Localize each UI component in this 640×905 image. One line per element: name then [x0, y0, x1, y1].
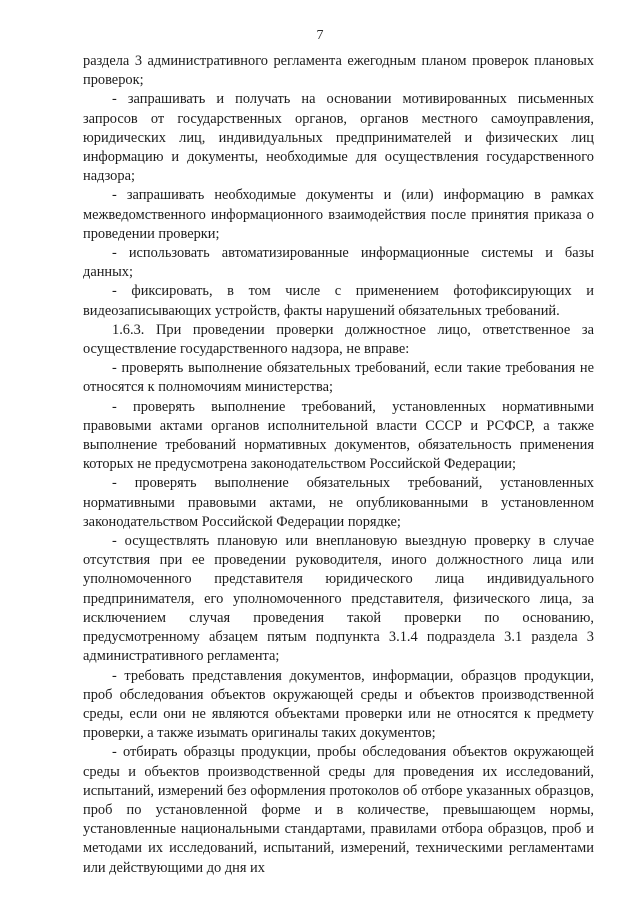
page-number: 7 — [316, 28, 324, 43]
paragraph-4: - использовать автоматизированные информационные системы и базы данных; — [83, 245, 594, 281]
paragraph-3: - запрашивать необходимые документы и (или) информацию в рамках межведомственного информационного взаимодействия после принятия приказа о проведении проверки; — [83, 187, 594, 242]
paragraph-12: - отбирать образцы продукции, пробы обследования объектов окружающей среды и объектов производственной среды для проведения их исследований, испытаний, измерений без оформления протоколов об отборе указанных образцов, проб по установленной форме и в количестве, превышающем нормы, установленные национальными стандартами, правилами отбора образцов, проб и методами их исследований, испытаний, измерений, техническими регламентами или действующими до дня их — [83, 744, 594, 876]
paragraph-2: - запрашивать и получать на основании мотивированных письменных запросов от государственных органов, органов местного самоуправления, юридических лиц, индивидуальных предпринимателей и физических лиц информацию и документы, необходимые для осуществления государственного надзора; — [83, 91, 594, 185]
paragraph-8: - проверять выполнение требований, установленных нормативными правовыми актами органов исполнительной власти СССР и РСФСР, а также выполнение требований нормативных документов, обязательность применения которых не предусмотрена законодательством Российской Федерации; — [83, 398, 594, 473]
document-body — [83, 52, 594, 878]
paragraph-6: 1.6.3. При проведении проверки должностное лицо, ответственное за осуществление государственного надзора, не вправе: — [83, 321, 594, 358]
paragraph-5: - фиксировать, в том числе с применением фотофиксирующих и видеозаписывающих устройств, факты нарушений обязательных требований. — [83, 283, 594, 319]
paragraph-10: - осуществлять плановую или внеплановую выездную проверку в случае отсутствия при ее проведении руководителя, иного должностного лица или уполномоченного представителя юридического лица индивидуального предпринимателя, его уполномоченного представителя, физического лица, за исключением случая проведения такой проверки по основанию, предусмотренному абзацем пятым подпункта 3.1.4 подраздела 3.1 раздела 3 административного регламента; — [83, 533, 594, 665]
paragraph-11: - требовать представления документов, информации, образцов продукции, проб обследования объектов окружающей среды и объектов производственной среды, если они не являются объектами проверки или не относятся к предмету проверки, а также изымать оригиналы таких документов; — [83, 667, 594, 742]
paragraph-7: - проверять выполнение обязательных требований, если такие требования не относятся к полномочиям министерства; — [83, 360, 594, 396]
paragraph-9: - проверять выполнение обязательных требований, установленных нормативными правовыми актами, не опубликованными в установленном законодательством Российской Федерации порядке; — [83, 475, 594, 530]
paragraph-1: раздела 3 административного регламента ежегодным планом проверок плановых проверок; — [83, 53, 594, 89]
